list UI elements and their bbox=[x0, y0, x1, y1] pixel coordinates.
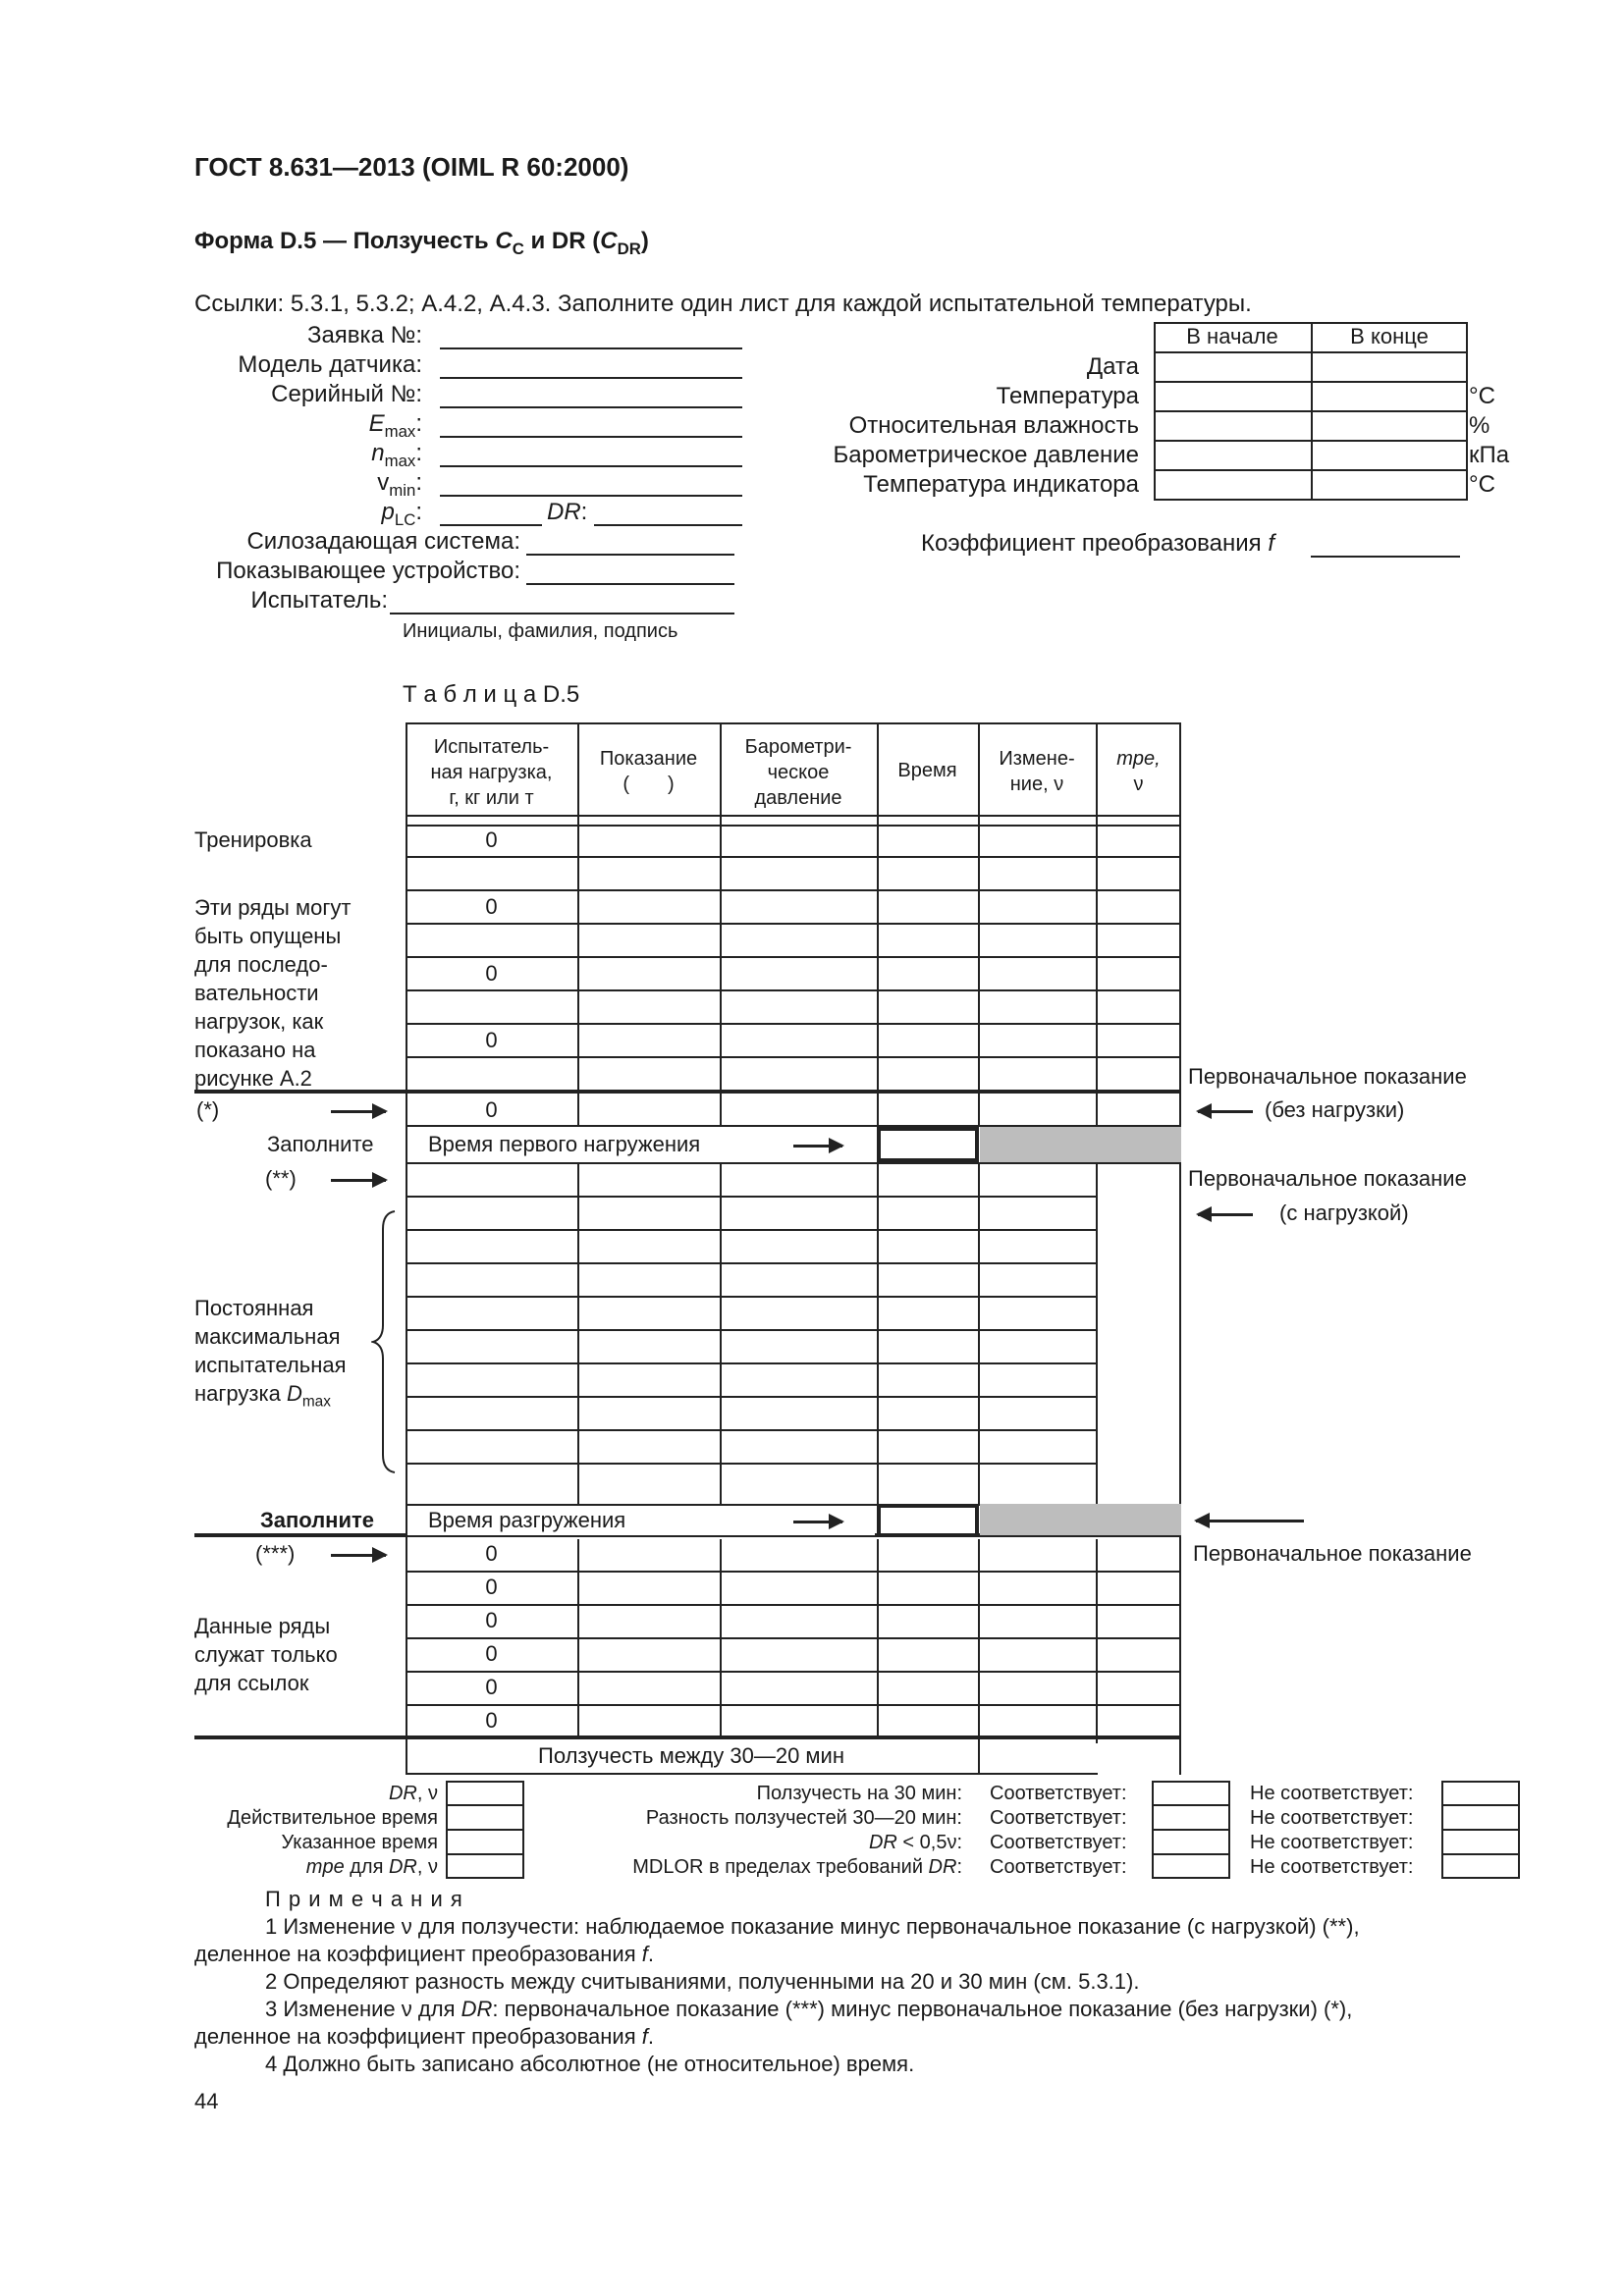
emax-field[interactable] bbox=[440, 436, 742, 438]
creep-30-label: Ползучесть на 30 мин: bbox=[756, 1783, 962, 1804]
star2-label: (**) bbox=[265, 1166, 297, 1191]
env-row-pressure: Барометрическое давление bbox=[833, 442, 1139, 468]
summary-actual-time: Действительное время bbox=[227, 1807, 438, 1829]
tester-label: Испытатель: bbox=[250, 587, 388, 614]
col-header-mpe: mpe, ν bbox=[1116, 748, 1161, 795]
unit-kpa: кПа bbox=[1469, 442, 1510, 468]
training-label: Тренировка bbox=[194, 828, 312, 852]
curly-brace-icon bbox=[371, 1209, 401, 1474]
note-3a: 3 Изменение ν для DR: первоначальное показание (***) минус первоначальное показание (без нагрузки) (*), bbox=[265, 1997, 1353, 2021]
signature-caption: Инициалы, фамилия, подпись bbox=[403, 620, 678, 642]
complies-label: Соответствует: bbox=[990, 1783, 1127, 1804]
col-header-baro: Барометри- ческое давление bbox=[744, 736, 852, 809]
env-row-date: Дата bbox=[1086, 353, 1139, 380]
cell-zero: 0 bbox=[485, 1641, 498, 1666]
note-2: 2 Определяют разность между считываниями, полученными на 20 и 30 мин (см. 5.3.1). bbox=[265, 1969, 1140, 1994]
page-number: 44 bbox=[194, 2089, 219, 2113]
col-header-load: Испытатель- ная нагрузка, г, кг или т bbox=[430, 736, 553, 809]
application-field[interactable] bbox=[440, 347, 742, 349]
load-system-field[interactable] bbox=[526, 554, 734, 556]
sensor-model-field[interactable] bbox=[440, 377, 742, 379]
col-header-change: Измене- ние, ν bbox=[999, 748, 1075, 795]
constant-load-label: Постоянная максимальная испытательная нагрузка $D_{max}$ bbox=[194, 1296, 347, 1411]
not-complies-label: Не соответствует: bbox=[1250, 1807, 1414, 1829]
plc-label: $p_{LC}$: bbox=[381, 499, 422, 529]
unload-time-input[interactable] bbox=[877, 1504, 979, 1537]
initial-final-label: Первоначальное показание bbox=[1193, 1541, 1472, 1566]
reference-rows-label: Данные ряды служат только для ссылок bbox=[194, 1614, 338, 1695]
env-col-start: В начале bbox=[1186, 324, 1278, 348]
not-complies-label: Не соответствует: bbox=[1250, 1832, 1414, 1853]
indicator-field[interactable] bbox=[526, 583, 734, 585]
col-header-reading: Показание ( ) bbox=[599, 748, 698, 795]
shaded-cell bbox=[980, 1504, 1181, 1535]
cell-zero: 0 bbox=[485, 1675, 498, 1699]
cell-zero: 0 bbox=[485, 828, 498, 852]
table-caption: Т а б л и ц а D.5 bbox=[403, 681, 580, 708]
arrow-left-icon bbox=[1198, 1110, 1253, 1113]
cell-zero: 0 bbox=[485, 1708, 498, 1733]
env-row-indicator-temp: Температура индикатора bbox=[863, 471, 1139, 498]
document-header: ГОСТ 8.631—2013 (OIML R 60:2000) bbox=[194, 152, 629, 182]
shaded-cell bbox=[980, 1127, 1181, 1162]
load-system-label: Силозадающая система: bbox=[246, 528, 520, 555]
note-1a: 1 Изменение ν для ползучести: наблюдаемое показание минус первоначальное показание (с нагрузкой) (**), bbox=[265, 1914, 1360, 1939]
complies-label: Соответствует: bbox=[990, 1856, 1127, 1878]
unit-celsius-2: °С bbox=[1469, 471, 1495, 498]
vmin-label: $v_{min}$: bbox=[377, 469, 422, 500]
serial-field[interactable] bbox=[440, 406, 742, 408]
not-complies-label: Не соответствует: bbox=[1250, 1783, 1414, 1804]
star1-label: (*) bbox=[196, 1097, 220, 1122]
cell-zero: 0 bbox=[485, 1541, 498, 1566]
conversion-field[interactable] bbox=[1311, 556, 1460, 558]
arrow-left-icon bbox=[1196, 1520, 1304, 1522]
creep-between-label: Ползучесть между 30—20 мин bbox=[538, 1743, 844, 1768]
cell-zero: 0 bbox=[485, 1097, 498, 1122]
initial-noload-label: Первоначальное показание bbox=[1188, 1064, 1467, 1089]
fill-label-2: Заполните bbox=[260, 1508, 374, 1532]
cell-zero: 0 bbox=[485, 1608, 498, 1632]
arrow-left-icon bbox=[1198, 1213, 1253, 1216]
application-label: Заявка №: bbox=[306, 322, 422, 348]
dr-label: DR: bbox=[547, 499, 588, 525]
mdlor-label: MDLOR в пределах требований DR: bbox=[632, 1856, 962, 1878]
emax-label: $E_{max}$: bbox=[368, 410, 422, 441]
plc-field[interactable] bbox=[440, 524, 542, 526]
col-header-time: Время bbox=[897, 760, 957, 781]
summary-indicated-time: Указанное время bbox=[281, 1832, 438, 1853]
complies-label: Соответствует: bbox=[990, 1807, 1127, 1829]
note-4: 4 Должно быть записано абсолютное (не относительное) время. bbox=[265, 2052, 915, 2076]
unit-percent: % bbox=[1469, 412, 1490, 439]
not-complies-label: Не соответствует: bbox=[1250, 1856, 1414, 1878]
cell-zero: 0 bbox=[485, 961, 498, 986]
nmax-field[interactable] bbox=[440, 465, 742, 467]
env-col-end: В конце bbox=[1350, 324, 1429, 348]
vmin-field[interactable] bbox=[440, 495, 742, 497]
star3-label: (***) bbox=[255, 1541, 296, 1566]
notes-title: П р и м е ч а н и я bbox=[265, 1887, 463, 1911]
conversion-label: Коэффициент преобразования f bbox=[921, 530, 1275, 557]
form-title: Форма D.5 — Ползучесть $C_C$ и DR $(C_{DR})$ bbox=[194, 228, 649, 258]
unload-time-label: Время разгружения bbox=[428, 1508, 626, 1532]
creep-diff-label: Разность ползучестей 30—20 мин: bbox=[645, 1807, 962, 1829]
sensor-model-label: Модель датчика: bbox=[238, 351, 422, 378]
arrow-right-icon bbox=[331, 1554, 386, 1557]
arrow-right-icon bbox=[331, 1110, 386, 1113]
cell-zero: 0 bbox=[485, 894, 498, 919]
unit-celsius: °С bbox=[1469, 383, 1495, 409]
env-row-humidity: Относительная влажность bbox=[848, 412, 1139, 439]
serial-label: Серийный №: bbox=[271, 381, 422, 407]
indicator-label: Показывающее устройство: bbox=[216, 558, 520, 584]
first-load-time-label: Время первого нагружения bbox=[428, 1132, 701, 1156]
optional-rows-label: Эти ряды могут быть опущены для последо- вательности нагрузок, как показано на рисунке А.2 bbox=[194, 895, 352, 1091]
cell-zero: 0 bbox=[485, 1028, 498, 1052]
tester-field[interactable] bbox=[390, 613, 734, 614]
note-1b: деленное на коэффициент преобразования f. bbox=[194, 1942, 654, 1966]
initial-noload-sub: (без нагрузки) bbox=[1265, 1097, 1405, 1122]
first-load-time-input[interactable] bbox=[877, 1127, 979, 1162]
note-3b: деленное на коэффициент преобразования f. bbox=[194, 2024, 654, 2049]
initial-load-label: Первоначальное показание bbox=[1188, 1166, 1467, 1191]
summary-dr-label: DR, ν bbox=[388, 1783, 438, 1804]
references-line: Ссылки: 5.3.1, 5.3.2; А.4.2, А.4.3. Заполните один лист для каждой испытательной температуры. bbox=[194, 291, 1252, 317]
fill-label-1: Заполните bbox=[267, 1132, 374, 1156]
arrow-right-icon bbox=[793, 1145, 842, 1148]
arrow-right-icon bbox=[793, 1521, 842, 1523]
arrow-right-icon bbox=[331, 1179, 386, 1182]
cell-zero: 0 bbox=[485, 1575, 498, 1599]
initial-load-sub: (с нагрузкой) bbox=[1279, 1201, 1409, 1225]
dr-limit-label: DR < 0,5ν: bbox=[868, 1832, 962, 1853]
complies-label: Соответствует: bbox=[990, 1832, 1127, 1853]
nmax-label: $n_{max}$: bbox=[371, 440, 422, 470]
dr-field[interactable] bbox=[594, 524, 742, 526]
env-row-temperature: Температура bbox=[996, 383, 1139, 409]
summary-mpe-dr: mpe для DR, ν bbox=[305, 1856, 438, 1878]
